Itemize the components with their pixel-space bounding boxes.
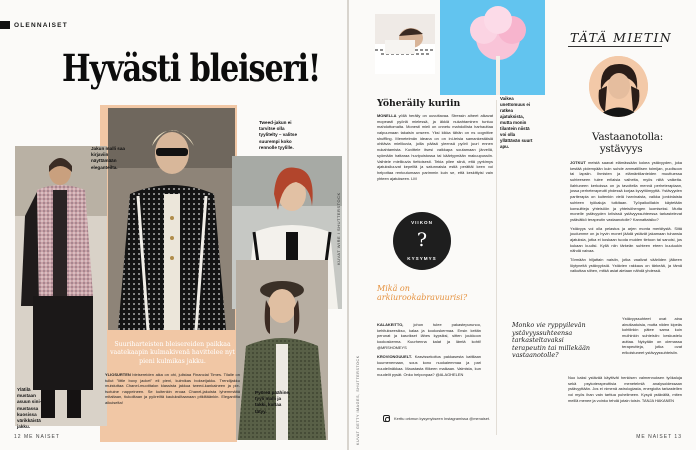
- sleep-article-body: [377, 113, 493, 181]
- author-portrait: [589, 56, 648, 117]
- intro-lead: YLIOSURTEN: [105, 372, 131, 378]
- right-photo-credit: KUVAT GETTY IMAGES, SHUTTERSTOCK: [356, 355, 360, 445]
- opinion-para-1: [570, 160, 682, 223]
- page-folio-right: ME NAISET 13: [636, 434, 682, 440]
- badge-top-label: VIIKON: [411, 220, 433, 225]
- photo-woman-boxy-jacket: [108, 108, 235, 330]
- opinion-title: Vastaanotolla: ystävyys: [592, 131, 663, 155]
- section-bar: [0, 21, 10, 29]
- caption-photo-d: Pyöreä päähine, tyyli malli ja takki, kultaa tätyy.: [255, 390, 291, 414]
- intro-text: bleisereiden aika on ohi, julistaa Financial Times. Tilalle on tullut "little boxy jacket" eli pieni, kulmikas bokseijakku. Trendijakku muistuttaa Chanel-muotitalon klassista jakkua tweed-kankaineen ja pie-tsotuine nappeineen. Se kuitenkin eroaa Chanel-jakuista lyhemmältä mitaltaan, tiukoiltaan ja pyöreiltä kauluksiltaanaan pitkiltäänkin. Elegantilta aikuiselta!: [105, 372, 240, 406]
- author-portrait-illustration: [589, 56, 648, 117]
- instagram-icon: [383, 415, 390, 422]
- caption-photo-a: Jakun malli saa kirjaviin näyttämään eleganteilta.: [91, 146, 125, 170]
- sleep-text: yöllä heräily on uuvuttavaa. Stressin aiheet alkavat mopeasti pyöriä mielessä, ja äkkiä nukahtaminen tuntuu mahdottomalta. Monesti mieli on onnetu mahdollista harhauttaa valpuumaan takaisin unseen. Yksi kikka tähän on ns cognitive shuffling. Menetelmän ideana on on ini-teisia samankestäisiä ohitävia mielikuvia, joilla pääsä yleensä pyörii juuri ennen nukahtamista. Kuvittele itsesi vaikkapa soutamaan järvellä, syömään hattaraa huvipuistossa tai käärtyymään makuupussiin. Vaihtele mielikuvia tiettoisesti. Tekia pilee siinä, että pyrkimys ajatuksiluuvat kepeiltä ja satunnaisia estiä perättäi keen voi helpottaa rentoutumaan parimmin kuin se, että keskittyisi vain yhteen ajatukseen. LM: [377, 113, 493, 181]
- left-page: [0, 0, 347, 450]
- article-title: Hyvästi bleiseri!: [62, 46, 321, 90]
- opinion-para-3: Törmään hiljattain naisiin, jotka vaalivat vääriiden jälkeen löytyneitä ystävyyksiä. Ystävien rakkaus on tärkeää, ja tämä vaikuttaa siihen, mitkä asiat aletaan nähdä yhdessä.: [570, 257, 682, 274]
- photo-sleeping-person: [375, 14, 435, 74]
- answer-1-lead: KALAKEITTO,: [377, 322, 404, 327]
- sleep-lead: MONELLA: [377, 113, 397, 118]
- photo-cotton-candy: [440, 0, 545, 95]
- caption-cotton-candy: Vaikea unettomuus ei ratkea ajatuksista, mutta monin tilantein niistä voi olla yllättävän suurt apu.: [500, 96, 533, 149]
- photo-credit: KUVAT WIRE / SHUTTERSTOCK: [336, 192, 341, 265]
- page-folio-left: 12 ME NAISET: [14, 434, 60, 440]
- column-title-rule: [568, 46, 662, 47]
- question-of-week-badge: [393, 212, 451, 270]
- answer-1: [377, 322, 481, 350]
- opinion-para-2: Ystävyys voi olla pelastus ja arjen monta merkitystä. Siitä joudumme on ja hyvin monet jäädä ystävät jakamaan tuhansia ajatuksia, jotka ei koskaan tuoda muiden tietoon tai sanoisi, jos kukaan kuulisi. Kyllä niin tärkeän suhteen eteen kuuluukin nähdä vaivaa.: [570, 225, 682, 254]
- opinion-body-continued: Ystävyyssuhteet ovat aina ainutlaatuisia, mutta niiden kipeäs kohtiinkin pätee sama kuin muihinkin suhteisiin: keskustelu auttaa. Nykyään on olemassa terapeutteja, jotka ovat erikoistuneet ystävyyssuhteisiin.: [622, 316, 682, 356]
- question-mark-icon: ?: [416, 229, 428, 251]
- section-label: [0, 20, 68, 30]
- opinion-lead: JOTKUT: [570, 160, 586, 165]
- caption-photo-b: Tweed-jakun ei tarvitse olla tyylitelty – valitse suurempi koko rennolle tyylille.: [259, 120, 298, 150]
- pull-quote: Suuriharteisten bleisereiden paikkaa vaatekaapin kulmakivenä havittelee nyt pieni kulmikas jakku.: [110, 341, 235, 365]
- intro-panel: [105, 335, 240, 440]
- badge-bottom-label: KYSYMYS: [407, 256, 437, 261]
- intro-body: [105, 372, 240, 406]
- column-title: TÄTÄ MIETIN: [570, 30, 673, 45]
- photo-cotton-candy-illustration: [440, 0, 545, 95]
- opinion-pull-quote: Monko vie ryppyilevän ystävyyssuhteensa tarkasteltavaksi terapeutin tai millekään vastaanotolle?: [512, 321, 590, 360]
- answer-2-text: Kasvissekoitus pakkasesta kattilaan kuumenemaan, sous kono nuokaiemmaa ja pari nuudelinäkkaa. Maustasta filikeen maikaan. Valmista, kun nuudelit pysät. Onko helponpaa? @ALAGHELEN: [377, 354, 481, 377]
- column-divider: [496, 100, 497, 435]
- weekly-question: Mikä on arkiurookabravuurisi?: [377, 284, 468, 303]
- instagram-note: [383, 415, 490, 422]
- opinion-body-end: Nuo kaksi ystävää käyttivät henkisen valmennuksen työkaluja sekä psykoterapeuttisia menetelmiä analysoidessaan ystävyyttään. Jos ei nimenä astrologiasta, energioita tarkastellen voi myös ihan vain tarttua puhelimeen. Kysyä ystävältä, miten meillä menee ja voinko tehdä jotain toisin. TANJA HAKANEN: [568, 375, 682, 403]
- photo-woman-boxy-jacket-illustration: [108, 108, 235, 330]
- section-name: OLENNAISET: [14, 21, 68, 29]
- opinion-text-1: meistä saavat elämässään kokea ystävyyden, joka kestää pidempään kuin suhde ammatillisen toimijan, puolisoon tai lapsiin. Ihmisten ja elämäntilanteiden muuttuessa suhteeseen tulee erilaisia vaiheita, myös niitä vaikeita. Ilahtuneen kerkoissa on ja tavoitella mennä perheterapiaan, jossa perheterapeutti yhdessä korjaa kyvyttömyyttä. Ystävyyden pariterapia on kuitenkin vielä harvinaista, vaikka jonkinlaista suhteen työkaluja tutkitaan. Työpaikoillakin käytetään konsultteja yhteisöön ja yhteisöhengen luomiseksi. Mutta monelle ystävyyden kriisissä ystävyyssuhteessa tarkastelevat ystävätkö terapeutin vastaanotolle? Kannattaisiko?: [570, 160, 682, 222]
- photo-woman-tweed-jacket-illustration: [15, 146, 107, 426]
- question-answers: [377, 322, 481, 377]
- photo-woman-tweed-jacket: [15, 146, 107, 426]
- photo-sleeping-person-illustration: [375, 14, 435, 74]
- answer-2: [377, 354, 481, 377]
- article-heading-sleep: Yöheräily kuriin: [377, 98, 461, 109]
- opinion-body: [570, 160, 682, 274]
- answer-2-lead: KROVIONGUUELT.: [377, 354, 412, 360]
- instagram-text: Kerttu orkmun kysymykseen Instagramissa @menaiset.: [394, 415, 491, 421]
- answer-1-text: johon tulee pakastepurunoo, kehitukseesikso, kalaa ja kookoskermaa. Ensin keitän perunat ja kasvikset lähes kypsiksi, sitten joukkoon kookoskerma. Kuurhenna kalat ja lämtä kohti! @MRSHOMEYS: [377, 322, 481, 350]
- caption-photo-c: Ylätilä mustaan asuun sini-mustassa kuosissa värikkäistä jakku.: [17, 387, 42, 430]
